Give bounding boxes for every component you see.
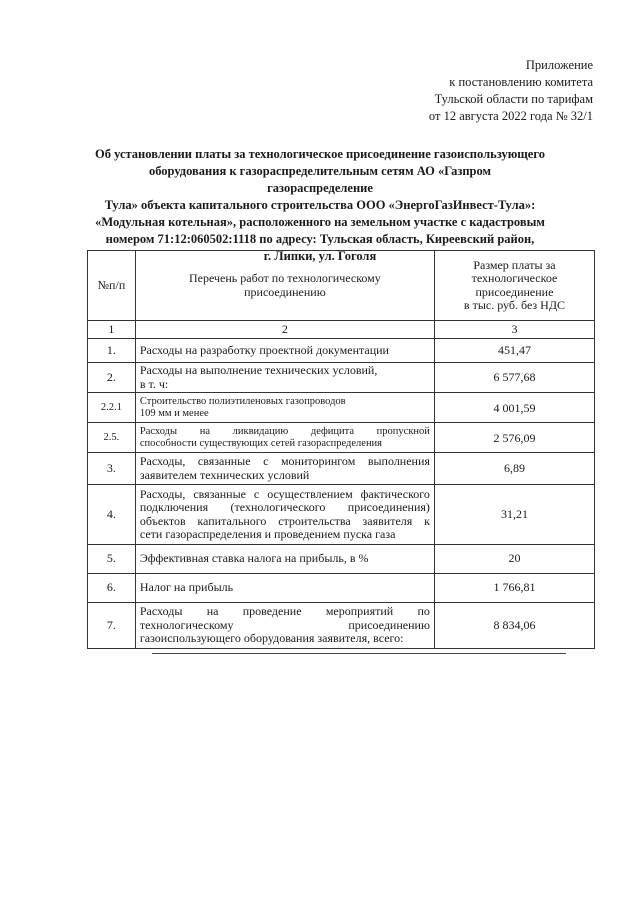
row-work: Эффективная ставка налога на прибыль, в % (135, 545, 434, 574)
appendix-line: к постановлению комитета (449, 75, 593, 89)
row-amount: 6 577,68 (434, 363, 594, 393)
row-num: 2.5. (88, 423, 136, 453)
row-amount: 1 766,81 (434, 574, 594, 603)
table-header-row (88, 251, 595, 321)
row-num: 2.2.1 (88, 393, 136, 423)
row-work (135, 423, 434, 453)
row-work: Налог на прибыль (135, 574, 434, 603)
row-num: 5. (88, 545, 136, 574)
closing-rule (152, 653, 566, 654)
header-amount-line: в тыс. руб. без НДС (463, 298, 566, 312)
colnum-2: 2 (135, 321, 434, 339)
row-amount: 451,47 (434, 339, 594, 363)
row-work-line: заявителем технических условий (139, 467, 310, 482)
header-num: №п/п (88, 251, 136, 321)
title-line: г. Липки, ул. Гоголя (263, 249, 377, 263)
table-row (88, 339, 595, 363)
title-line: «Модульная котельная», расположенного на земельном участке с кадастровым (95, 215, 545, 229)
table-row (88, 363, 595, 393)
column-number-row (88, 321, 595, 339)
table-row (88, 485, 595, 545)
row-work-line: Расходы на проведение мероприятий по (139, 604, 430, 619)
row-work-line: подключения (технологического присоединения) (139, 500, 430, 514)
row-work-line: технологическому присоединению (139, 617, 430, 632)
row-work (135, 603, 434, 649)
row-amount: 8 834,06 (434, 603, 594, 649)
document-title (95, 146, 545, 265)
header-amount-line: присоединение (475, 284, 554, 299)
row-work-line: газоиспользующего оборудования заявителя, всего: (139, 631, 404, 646)
row-work: Расходы на разработку проектной документации (135, 339, 434, 363)
row-num: 3. (88, 453, 136, 485)
colnum-1: 1 (88, 321, 136, 339)
appendix-line: Приложение (525, 58, 593, 72)
row-work-line: Расходы, связанные с мониторингом выполнения (139, 454, 430, 468)
colnum-3: 3 (434, 321, 594, 339)
header-work: Перечень работ по технологическому присоединению (135, 251, 434, 321)
fee-table (87, 250, 595, 649)
row-work-line: Расходы на ликвидацию дефицита пропускной (139, 425, 430, 437)
table-row (88, 393, 595, 423)
appendix-line: Тульской области по тарифам (434, 92, 593, 106)
title-line: номером 71:12:060502:1118 по адресу: Тульская область, Киреевский район, (105, 232, 535, 246)
title-line: Тула» объекта капитального строительства ООО «ЭнергоГазИнвест-Тула»: (104, 198, 536, 212)
row-work-line: в т. ч: (139, 376, 169, 391)
title-line: Об установлении платы за технологическое присоединение газоиспользующего (95, 147, 545, 161)
row-work (135, 485, 434, 545)
row-work (135, 393, 434, 423)
table-row (88, 423, 595, 453)
row-amount: 6,89 (434, 453, 594, 485)
title-line: оборудования к газораспределительным сетям АО «Газпром газораспределение (148, 164, 492, 195)
header-amount-line: Размер платы за (473, 257, 556, 272)
row-num: 6. (88, 574, 136, 603)
row-num: 2. (88, 363, 136, 393)
row-amount: 31,21 (434, 485, 594, 545)
row-work-line: объектов капитального строительства заявителя к (139, 513, 430, 528)
header-amount-line: технологическое (471, 271, 558, 285)
row-amount: 4 001,59 (434, 393, 594, 423)
table-row (88, 545, 595, 574)
row-work (135, 453, 434, 485)
row-num: 1. (88, 339, 136, 363)
row-work-line: Расходы, связанные с осуществлением фактического (139, 486, 430, 501)
row-work (135, 363, 434, 393)
row-work-line: Строительство полиэтиленовых газопроводов (139, 395, 346, 407)
row-num: 4. (88, 485, 136, 545)
row-amount: 2 576,09 (434, 423, 594, 453)
table-row (88, 453, 595, 485)
appendix-line: от 12 августа 2022 года № 32/1 (428, 109, 593, 123)
appendix-block (429, 57, 593, 125)
header-amount (434, 251, 594, 321)
row-num: 7. (88, 603, 136, 649)
row-work-line: 109 мм и менее (139, 407, 209, 419)
row-work-line: сети газораспределения и проведением пуска газа (139, 527, 396, 541)
table-row (88, 574, 595, 603)
row-work-line: Расходы на выполнение технических условий, (139, 363, 378, 377)
row-work-line: способности существующих сетей газораспределения (139, 437, 383, 449)
table-row (88, 603, 595, 649)
row-amount: 20 (434, 545, 594, 574)
